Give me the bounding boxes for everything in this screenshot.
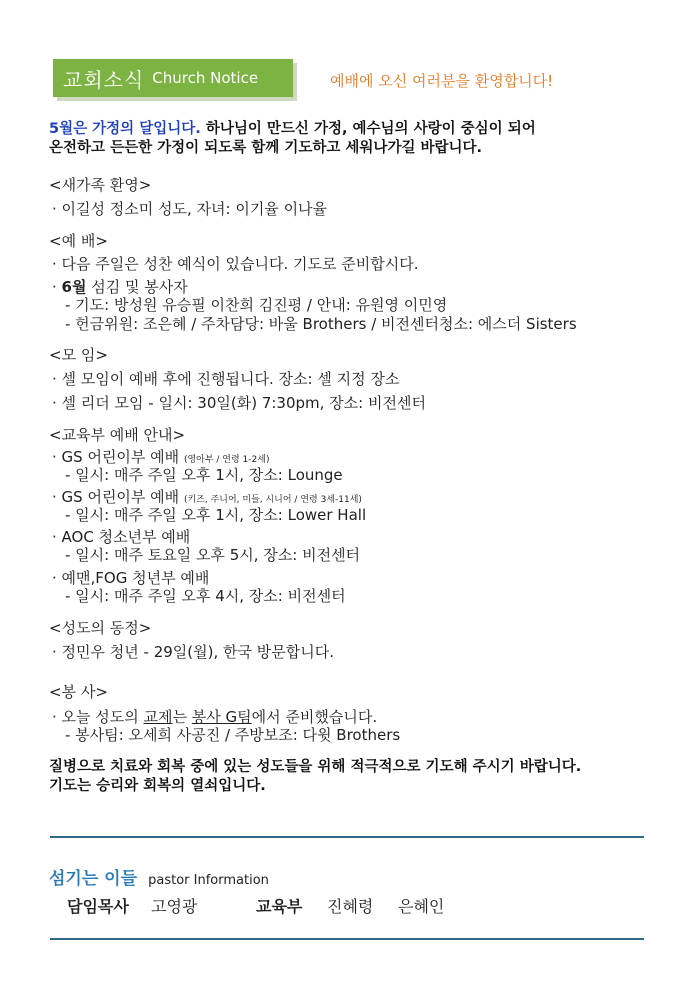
service-underline-fellowship: 교제 bbox=[143, 708, 173, 726]
education-item-note: (키즈, 주니어, 미들, 시니어 / 연령 3세-11세) bbox=[183, 495, 362, 505]
senior-pastor-name: 고영광 bbox=[151, 897, 198, 916]
pastor-heading bbox=[49, 864, 269, 889]
pastor-heading-ko: 섬기는 이들 bbox=[49, 869, 138, 889]
divider-bottom bbox=[50, 938, 644, 940]
senior-pastor-label bbox=[67, 894, 129, 917]
education-item-title: · GS 어린이부 예배 bbox=[52, 488, 180, 506]
worship-sub-prayer: - 기도: 방성원 유승필 이찬희 김진평 / 안내: 유원영 이민영 bbox=[65, 296, 448, 314]
education-item-young-adult: · 예맨,FOG 청년부 예배 bbox=[52, 569, 210, 587]
banner-title-en: Church Notice bbox=[152, 69, 259, 87]
closing-paragraph bbox=[49, 758, 581, 796]
intro-paragraph bbox=[49, 120, 669, 158]
intro-text: 하나님이 만드신 가정, 예수님의 사랑이 중심이 되어 bbox=[200, 121, 536, 137]
church-notice-banner bbox=[53, 59, 293, 97]
senior-pastor-role: 담임목사 bbox=[67, 897, 129, 916]
service-sub: - 봉사팀: 오세희 사공진 / 주방보조: 다윗 Brothers bbox=[65, 726, 401, 744]
bullet: · bbox=[52, 278, 62, 296]
education-item-note: (영아부 / 연령 1-2세) bbox=[183, 455, 270, 465]
closing-line2: 기도는 승리와 회복의 열쇠입니다. bbox=[49, 778, 266, 794]
service-underline-team: 봉사 G팀 bbox=[191, 708, 252, 726]
members-item: · 정민우 청년 - 29일(월), 한국 방문합니다. bbox=[52, 643, 334, 661]
intro-text-line2: 온전하고 든든한 가정이 되도록 함께 기도하고 세워나가길 바랍니다. bbox=[49, 140, 483, 156]
divider-top bbox=[50, 836, 644, 838]
worship-sub-offering: - 헌금위원: 조은혜 / 주차담당: 바울 Brothers / 비전센터청소: 에스더 Sisters bbox=[65, 315, 577, 333]
education-pastor-role: 교육부 bbox=[256, 897, 303, 916]
education-sub-young-adult: - 일시: 매주 주일 오후 4시, 장소: 비전센터 bbox=[65, 587, 346, 605]
section-heading-meeting: <모 임> bbox=[49, 346, 108, 364]
worship-item-communion: · 다음 주일은 성찬 예식이 있습니다. 기도로 준비합시다. bbox=[52, 255, 419, 273]
education-sub-infant: - 일시: 매주 주일 오후 1시, 장소: Lounge bbox=[65, 466, 343, 484]
intro-highlight: 5월은 가정의 달입니다. bbox=[49, 121, 201, 137]
banner-title-ko: 교회소식 bbox=[63, 67, 145, 92]
section-heading-new-family: <새가족 환영> bbox=[49, 176, 152, 194]
service-text: 에서 준비했습니다. bbox=[251, 708, 378, 726]
meeting-item-leader: · 셀 리더 모임 - 일시: 30일(화) 7:30pm, 장소: 비전센터 bbox=[52, 394, 426, 412]
education-sub-youth: - 일시: 매주 토요일 오후 5시, 장소: 비전센터 bbox=[65, 546, 361, 564]
section-heading-worship: <예 배> bbox=[49, 232, 108, 250]
welcome-message: 예배에 오신 여러분을 환영합니다! bbox=[330, 72, 554, 90]
service-text: · 오늘 성도의 bbox=[52, 708, 144, 726]
education-item-youth: · AOC 청소년부 예배 bbox=[52, 528, 191, 546]
month-label: 6월 bbox=[61, 278, 87, 296]
service-text: 는 bbox=[172, 708, 192, 726]
pastor-heading-en: pastor Information bbox=[148, 873, 269, 888]
new-family-item: · 이길성 정소미 성도, 자녀: 이기율 이나율 bbox=[52, 200, 328, 218]
education-pastor-label bbox=[256, 894, 302, 917]
section-heading-education: <교육부 예배 안내> bbox=[49, 426, 186, 444]
education-sub-kids: - 일시: 매주 주일 오후 1시, 장소: Lower Hall bbox=[65, 506, 367, 524]
education-pastor-name-1: 진혜령 bbox=[327, 897, 374, 916]
section-heading-service: <봉 사> bbox=[49, 683, 108, 701]
closing-line1: 질병으로 치료와 회복 중에 있는 성도들을 위해 적극적으로 기도해 주시기 바랍니다. bbox=[49, 759, 582, 775]
education-item-title: · GS 어린이부 예배 bbox=[52, 448, 180, 466]
volunteers-title: 섬김 및 봉사자 bbox=[86, 278, 188, 296]
section-heading-members: <성도의 동정> bbox=[49, 619, 152, 637]
education-pastor-name-2: 은혜인 bbox=[398, 897, 445, 916]
meeting-item-cell: · 셀 모임이 예배 후에 진행됩니다. 장소: 셀 지정 장소 bbox=[52, 370, 400, 388]
